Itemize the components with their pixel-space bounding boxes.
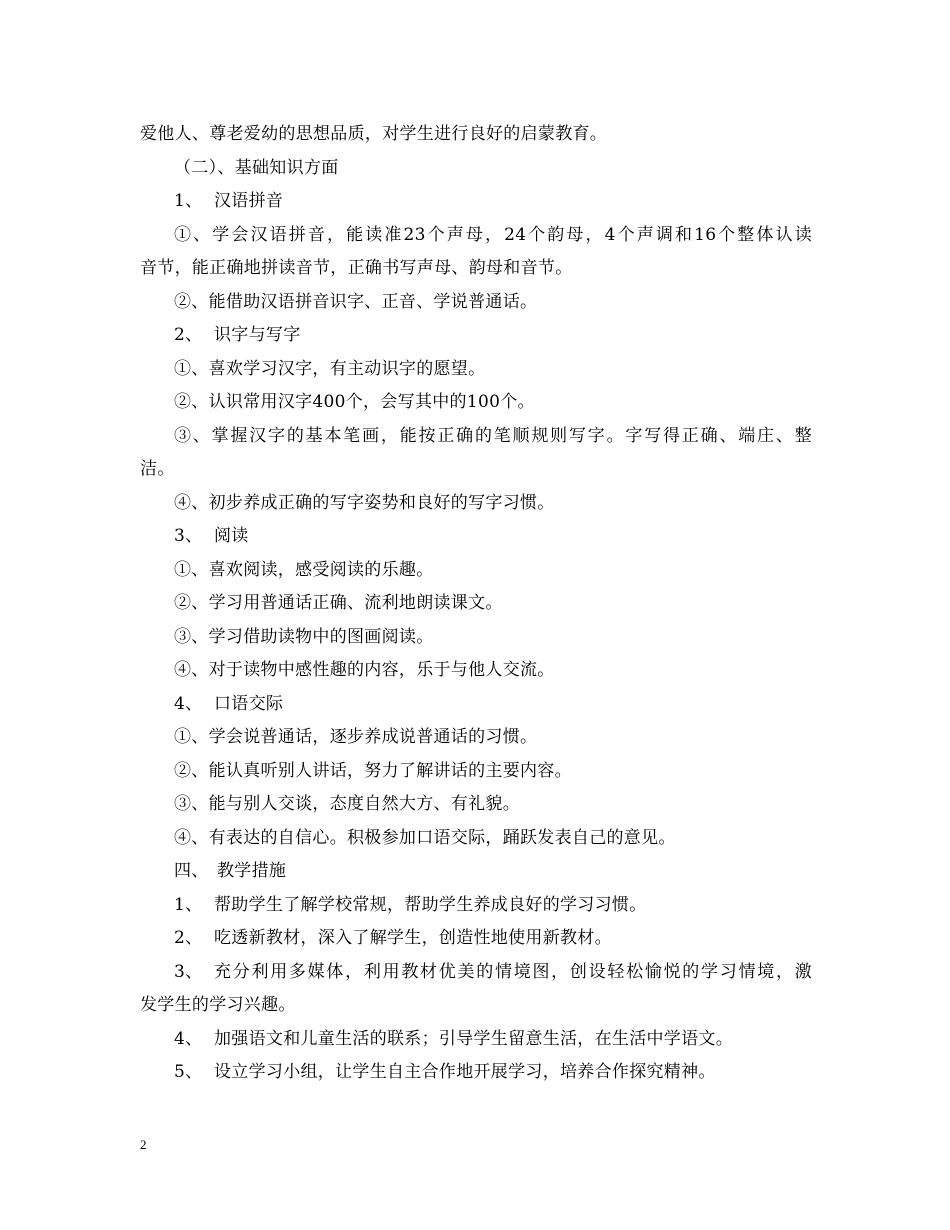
item-text: 充分利用多媒体，利用教材优美的情境图，创设轻松愉悦的学习情境，激 <box>214 961 812 982</box>
paragraph-line: 洁。 <box>140 459 175 479</box>
item-number: 2、 <box>174 325 203 345</box>
section-heading <box>140 855 812 889</box>
item-text: 汉语拼音 <box>214 191 284 211</box>
item-text: 阅读 <box>214 526 249 546</box>
paragraph-line: ③、能与别人交谈，态度自然大方、有礼貌。 <box>174 794 520 814</box>
paragraph-line: ④、对于读物中感性趣的内容，乐于与他人交流。 <box>174 660 555 680</box>
item-text: 帮助学生了解学校常规，帮助学生养成良好的学习习惯。 <box>214 894 647 915</box>
paragraph-line: ④、初步养成正确的写字姿势和良好的写字习惯。 <box>174 492 555 513</box>
item-text: 识字与写字 <box>214 325 301 345</box>
paragraph-line: ①、喜欢学习汉字，有主动识字的愿望。 <box>174 358 486 379</box>
item-text: 设立学习小组，让学生自主合作地开展学习，培养合作探究精神。 <box>214 1062 716 1082</box>
paragraph-line: ①、喜欢阅读，感受阅读的乐趣。 <box>174 559 434 580</box>
subsection-heading <box>140 319 812 353</box>
item-number: 四、 <box>174 861 209 881</box>
item-number: 3、 <box>174 526 203 546</box>
list-item <box>140 1023 812 1057</box>
paragraph-line: ①、学会说普通话，逐步养成说普通话的习惯。 <box>174 727 538 747</box>
list-item <box>140 956 812 990</box>
list-item <box>140 922 812 956</box>
item-number: 1、 <box>174 191 203 211</box>
paragraph-line: ②、能认真听别人讲话，努力了解讲话的主要内容。 <box>174 760 572 781</box>
paragraph-line: ②、认识常用汉字400个，会写其中的100个。 <box>174 392 535 412</box>
document-body <box>140 118 812 1090</box>
paragraph-line: 爱他人、尊老爱幼的思想品质，对学生进行良好的启蒙教育。 <box>140 124 608 144</box>
item-number: 1、 <box>174 894 203 915</box>
subsection-heading <box>140 520 812 554</box>
paragraph-line: ③、掌握汉字的基本笔画，能按正确的笔顺规则写字。字写得正确、端庄、整 <box>174 425 812 446</box>
item-text: 口语交际 <box>214 693 284 714</box>
paragraph-line: ②、能借助汉语拼音识字、正音、学说普通话。 <box>174 291 538 312</box>
item-text: 吃透新教材，深入了解学生，创造性地使用新教材。 <box>214 928 612 948</box>
paragraph-line: ④、有表达的自信心。积极参加口语交际，踊跃发表自己的意见。 <box>174 827 676 848</box>
item-text: 教学措施 <box>217 861 287 881</box>
item-number: 5、 <box>174 1062 203 1082</box>
item-text: 加强语文和儿童生活的联系；引导学生留意生活，在生活中学语文。 <box>214 1028 733 1049</box>
item-number: 2、 <box>174 928 203 948</box>
item-number: 4、 <box>174 693 203 714</box>
paragraph-line: ②、学习用普通话正确、流利地朗读课文。 <box>174 593 503 613</box>
section-heading: （二）、基础知识方面 <box>174 157 339 178</box>
paragraph-line: 发学生的学习兴趣。 <box>140 995 296 1015</box>
page-number: 2 <box>140 1137 147 1152</box>
subsection-heading <box>140 185 812 219</box>
list-item <box>140 1056 812 1090</box>
item-number: 3、 <box>174 961 203 982</box>
paragraph-line: ①、学会汉语拼音，能读准23个声母，24个韵母，4个声调和16个整体认读 <box>174 224 812 245</box>
subsection-heading <box>140 688 812 722</box>
list-item <box>140 889 812 923</box>
paragraph-line: 音节，能正确地拼读音节，正确书写声母、韵母和音节。 <box>140 258 573 278</box>
item-number: 4、 <box>174 1028 203 1049</box>
paragraph-line: ③、学习借助读物中的图画阅读。 <box>174 626 434 647</box>
